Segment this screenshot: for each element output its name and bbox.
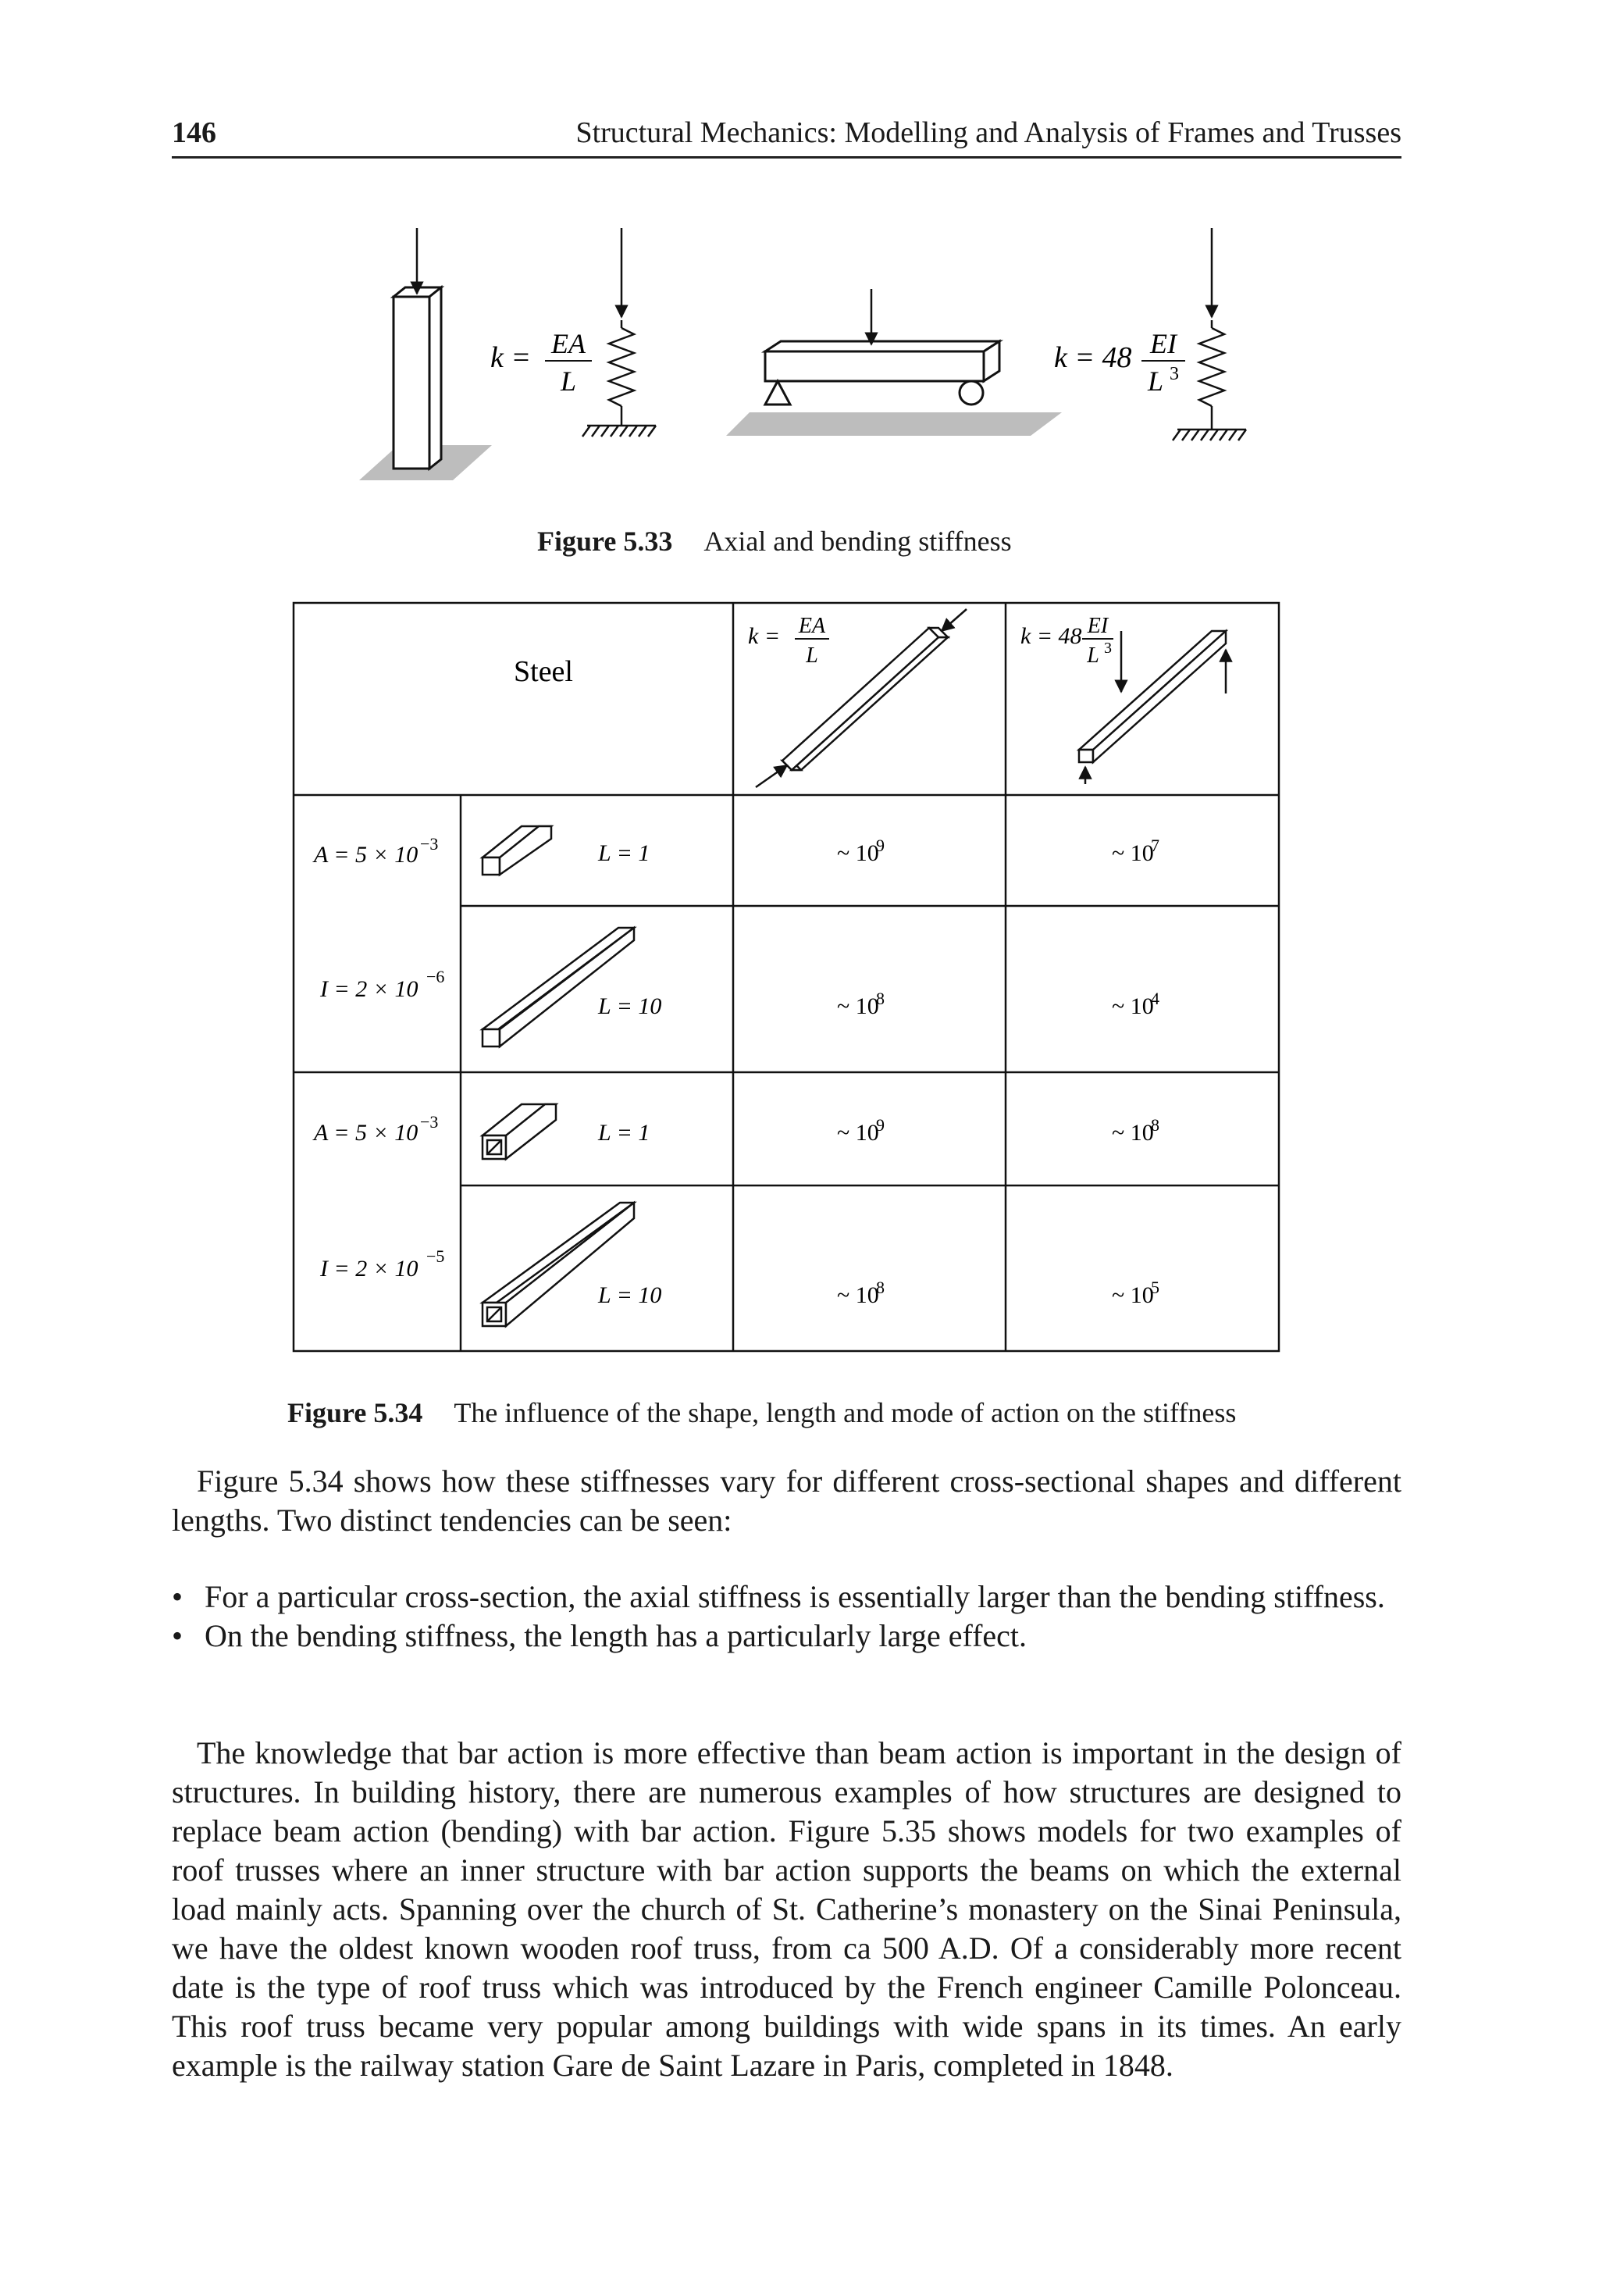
svg-text:EI: EI: [1087, 614, 1109, 638]
row-4-bending-value: [1112, 1278, 1159, 1308]
column-illustration: [359, 228, 492, 480]
svg-text:~ 10: ~ 10: [1112, 993, 1154, 1019]
figure-5-33-caption-text: Axial and bending stiffness: [703, 526, 1012, 557]
row-1-axial-value: [837, 836, 885, 866]
svg-text:~ 10: ~ 10: [1112, 1282, 1154, 1308]
list-item: • On the bending stiffness, the length has a particularly large effect.: [172, 1617, 1401, 1656]
svg-text:L: L: [806, 644, 818, 668]
svg-text:I = 2 × 10: I = 2 × 10: [320, 1256, 418, 1282]
row-2-bending-value: [1112, 989, 1159, 1019]
svg-text:3: 3: [1104, 640, 1112, 657]
svg-text:4: 4: [1151, 989, 1159, 1008]
header-axial-formula: [748, 614, 829, 668]
bending-denominator-exponent: 3: [1170, 364, 1179, 384]
svg-text:~ 10: ~ 10: [837, 840, 879, 866]
figure-5-34-caption: [287, 1396, 1236, 1429]
intro-paragraph: Figure 5.34 shows how these stiffnesses vary for different cross-sectional shapes and different lengths. Two distinct tendencies can be seen:: [172, 1464, 1401, 1538]
svg-text:I = 2 × 10: I = 2 × 10: [320, 976, 418, 1002]
svg-text:~ 10: ~ 10: [1112, 1120, 1154, 1146]
svg-text:9: 9: [876, 836, 885, 855]
row-2-axial-value: [837, 989, 885, 1019]
figure-5-34-label: Figure 5.34: [287, 1397, 423, 1428]
svg-text:EA: EA: [798, 614, 826, 638]
svg-text:−6: −6: [426, 967, 445, 986]
svg-text:8: 8: [876, 989, 885, 1008]
solid-section-short-bar-icon: [483, 826, 551, 875]
svg-text:−3: −3: [420, 1112, 439, 1132]
svg-text:8: 8: [1151, 1115, 1159, 1135]
bending-numerator: EI: [1150, 328, 1177, 359]
axial-denominator: L: [560, 365, 577, 397]
figure-5-33-label: Figure 5.33: [537, 526, 673, 557]
bending-k-prefix: k = 48: [1054, 341, 1132, 374]
group-2-properties: [312, 1112, 444, 1282]
solid-section-long-bar-icon: [483, 928, 634, 1046]
row-4-length: L = 10: [598, 1282, 662, 1308]
svg-text:L: L: [1087, 644, 1099, 668]
tendency-list: [172, 1578, 1401, 1656]
header-material: Steel: [514, 655, 573, 688]
header-bending-formula: [1020, 614, 1113, 668]
svg-text:~ 10: ~ 10: [837, 993, 879, 1019]
main-paragraph: The knowledge that bar action is more effective than beam action is important in the design of structures. In building history, there are numerous examples of how structures are designed to replace beam action (bending) with bar action. Figure 5.35 shows models for two examples of roof trusses where an inner structure with bar action supports the beams on which the external load mainly acts. Spanning over the church of St. Catherine’s monastery on the Sinai Peninsula, we have the oldest known wooden roof truss, from ca 500 A.D. Of a considerably more recent date is the type of roof truss which was introduced by the French engineer Camille Polonceau. This roof truss became very popular among buildings with wide spans in its times. An early example is the railway station Gare de Saint Lazare in Paris, completed in 1848.: [172, 1735, 1401, 2083]
group-1-properties: [312, 834, 444, 1002]
body-main: [172, 1734, 1401, 2085]
svg-text:A = 5 × 10: A = 5 × 10: [314, 1120, 418, 1146]
row-4-axial-value: [837, 1278, 885, 1308]
svg-text:k = 48: k = 48: [1020, 623, 1082, 649]
bending-denominator: L: [1147, 365, 1164, 397]
body-intro: [172, 1462, 1401, 1540]
row-3-axial-value: [837, 1115, 885, 1146]
row-1-length: L = 1: [598, 840, 650, 866]
svg-text:k =: k =: [748, 623, 781, 649]
figure-5-33-diagram: [312, 219, 1296, 500]
svg-text:A = 5 × 10: A = 5 × 10: [314, 842, 418, 868]
bending-stiffness-formula: [1054, 328, 1185, 397]
svg-text:~ 10: ~ 10: [837, 1120, 879, 1146]
row-1-bending-value: [1112, 836, 1159, 866]
figure-5-34-table: [290, 600, 1284, 1354]
row-3-bending-value: [1112, 1115, 1159, 1146]
header-rule: [172, 156, 1401, 159]
row-3-length: L = 1: [598, 1120, 650, 1146]
bending-spring-icon: [1173, 228, 1246, 440]
svg-text:9: 9: [876, 1115, 885, 1135]
svg-text:8: 8: [876, 1278, 885, 1297]
svg-text:5: 5: [1151, 1278, 1159, 1297]
page-number: 146: [172, 116, 216, 149]
svg-text:~ 10: ~ 10: [1112, 840, 1154, 866]
header-bending-bar-icon: [1079, 631, 1226, 784]
svg-text:7: 7: [1151, 836, 1159, 855]
bullet-list-container: [172, 1578, 1401, 1656]
hollow-section-short-bar-icon: [483, 1104, 556, 1159]
figure-5-33-caption: [537, 525, 1012, 558]
axial-numerator: EA: [551, 328, 586, 359]
axial-spring-icon: [582, 228, 656, 437]
header-axial-bar-icon: [756, 609, 967, 787]
svg-text:−5: −5: [426, 1246, 445, 1266]
axial-stiffness-formula: [490, 328, 592, 397]
row-2-length: L = 10: [598, 993, 662, 1019]
running-title: Structural Mechanics: Modelling and Analysis of Frames and Trusses: [575, 116, 1401, 149]
list-item: • For a particular cross-section, the axial stiffness is essentially larger than the bending stiffness.: [172, 1578, 1401, 1617]
svg-text:−3: −3: [420, 834, 439, 854]
axial-k-prefix: k =: [490, 341, 532, 374]
figure-5-34-caption-text: The influence of the shape, length and mode of action on the stiffness: [454, 1397, 1237, 1428]
svg-text:~ 10: ~ 10: [837, 1282, 879, 1308]
